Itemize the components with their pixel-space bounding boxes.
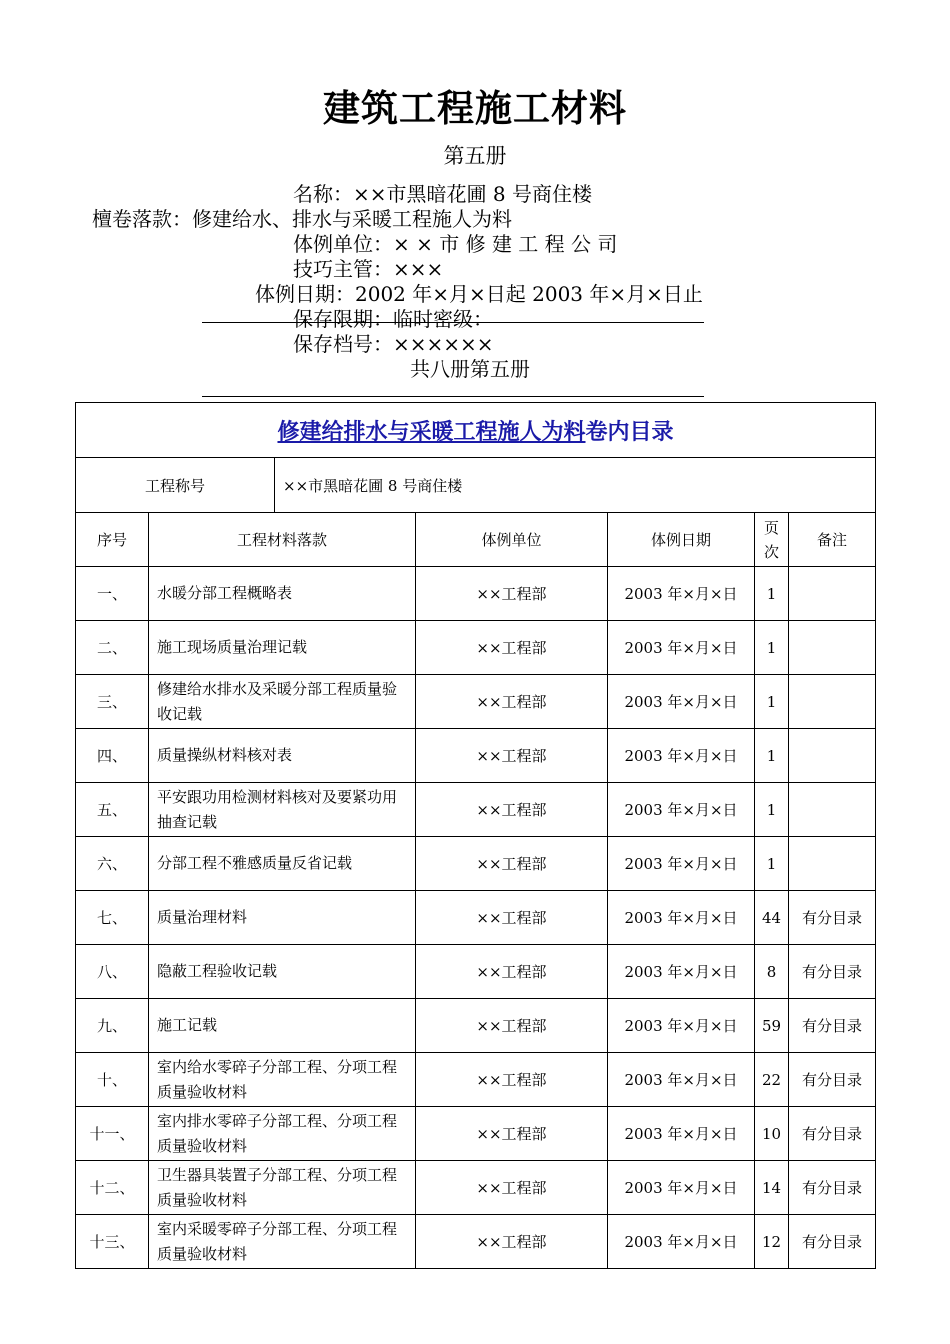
- row-seq: 十二、: [76, 1161, 149, 1215]
- row-seq: 七、: [76, 891, 149, 945]
- table-row: [76, 891, 876, 945]
- row-note: [789, 783, 876, 837]
- divider-line: [202, 322, 704, 323]
- row-note: [789, 729, 876, 783]
- project-value: ××市黑暗花圃 8 号商住楼: [275, 458, 876, 513]
- table-header-row: [76, 513, 876, 567]
- archive-line: 保存档号：××××××: [293, 332, 494, 356]
- row-seq: 五、: [76, 783, 149, 837]
- row-note: [789, 675, 876, 729]
- contents-body: [76, 567, 876, 1269]
- row-note: 有分目录: [789, 1107, 876, 1161]
- row-seq: 三、: [76, 675, 149, 729]
- row-note: 有分目录: [789, 1215, 876, 1269]
- row-title: 分部工程不雅感质量反省记载: [149, 837, 416, 891]
- unit-line: 体例单位：× × 市 修 建 工 程 公 司: [293, 232, 618, 256]
- row-pages: 1: [755, 675, 789, 729]
- row-pages: 1: [755, 783, 789, 837]
- row-note: 有分目录: [789, 999, 876, 1053]
- row-pages: 14: [755, 1161, 789, 1215]
- row-title: 卫生器具装置子分部工程、分项工程质量验收材料: [149, 1161, 416, 1215]
- row-title: 水暖分部工程概略表: [149, 567, 416, 621]
- row-pages: 1: [755, 729, 789, 783]
- header-seq: 序号: [76, 513, 149, 567]
- table-row: [76, 1215, 876, 1269]
- row-date: 2003 年×月×日: [608, 999, 755, 1053]
- row-seq: 九、: [76, 999, 149, 1053]
- header-note: 备注: [789, 513, 876, 567]
- row-title: 室内排水零碎子分部工程、分项工程质量验收材料: [149, 1107, 416, 1161]
- date-line: 体例日期：2002 年×月×日起 2003 年×月×日止: [255, 282, 703, 306]
- header-unit: 体例单位: [416, 513, 608, 567]
- row-pages: 10: [755, 1107, 789, 1161]
- row-date: 2003 年×月×日: [608, 837, 755, 891]
- table-row: [76, 1107, 876, 1161]
- table-row: [76, 675, 876, 729]
- row-note: 有分目录: [789, 1053, 876, 1107]
- row-unit: ××工程部: [416, 945, 608, 999]
- name-line: 名称：××市黑暗花圃 8 号商住楼: [293, 182, 592, 206]
- table-row: [76, 729, 876, 783]
- row-seq: 十三、: [76, 1215, 149, 1269]
- table-row: [76, 837, 876, 891]
- contents-table: [75, 402, 876, 1269]
- row-seq: 十、: [76, 1053, 149, 1107]
- row-unit: ××工程部: [416, 999, 608, 1053]
- row-unit: ××工程部: [416, 783, 608, 837]
- table-row: [76, 621, 876, 675]
- row-title: 室内采暖零碎子分部工程、分项工程质量验收材料: [149, 1215, 416, 1269]
- row-date: 2003 年×月×日: [608, 567, 755, 621]
- row-unit: ××工程部: [416, 567, 608, 621]
- row-pages: 1: [755, 567, 789, 621]
- toc-title-cell: [76, 403, 876, 458]
- row-date: 2003 年×月×日: [608, 783, 755, 837]
- row-seq: 六、: [76, 837, 149, 891]
- toc-title-suffix: 卷内目录: [585, 419, 674, 445]
- row-unit: ××工程部: [416, 1215, 608, 1269]
- row-title: 室内给水零碎子分部工程、分项工程质量验收材料: [149, 1053, 416, 1107]
- row-pages: 44: [755, 891, 789, 945]
- table-row: [76, 999, 876, 1053]
- row-unit: ××工程部: [416, 729, 608, 783]
- row-date: 2003 年×月×日: [608, 621, 755, 675]
- volume-label: 第五册: [443, 144, 507, 168]
- row-date: 2003 年×月×日: [608, 1053, 755, 1107]
- row-pages: 1: [755, 621, 789, 675]
- row-title: 隐蔽工程验收记载: [149, 945, 416, 999]
- row-pages: 1: [755, 837, 789, 891]
- row-seq: 十一、: [76, 1107, 149, 1161]
- row-seq: 八、: [76, 945, 149, 999]
- row-date: 2003 年×月×日: [608, 891, 755, 945]
- row-date: 2003 年×月×日: [608, 945, 755, 999]
- row-seq: 二、: [76, 621, 149, 675]
- row-note: 有分目录: [789, 891, 876, 945]
- row-pages: 12: [755, 1215, 789, 1269]
- table-row: [76, 567, 876, 621]
- row-date: 2003 年×月×日: [608, 675, 755, 729]
- row-pages: 8: [755, 945, 789, 999]
- row-unit: ××工程部: [416, 1161, 608, 1215]
- row-title: 平安跟功用检测材料核对及要紧功用抽查记载: [149, 783, 416, 837]
- header-date: 体例日期: [608, 513, 755, 567]
- project-label: 工程称号: [76, 458, 275, 513]
- row-title: 质量操纵材料核对表: [149, 729, 416, 783]
- header-title: 工程材料落款: [149, 513, 416, 567]
- table-row: [76, 945, 876, 999]
- row-seq: 四、: [76, 729, 149, 783]
- row-note: [789, 837, 876, 891]
- row-title: 施工记载: [149, 999, 416, 1053]
- row-note: 有分目录: [789, 945, 876, 999]
- table-row: [76, 783, 876, 837]
- project-row: [76, 458, 876, 513]
- toc-title: [277, 420, 673, 445]
- row-note: [789, 621, 876, 675]
- row-title: 质量治理材料: [149, 891, 416, 945]
- row-unit: ××工程部: [416, 675, 608, 729]
- table-row: [76, 1161, 876, 1215]
- row-seq: 一、: [76, 567, 149, 621]
- row-note: 有分目录: [789, 1161, 876, 1215]
- row-date: 2003 年×月×日: [608, 729, 755, 783]
- row-unit: ××工程部: [416, 837, 608, 891]
- row-unit: ××工程部: [416, 891, 608, 945]
- header-pages: 页次: [755, 513, 789, 567]
- row-unit: ××工程部: [416, 621, 608, 675]
- row-pages: 22: [755, 1053, 789, 1107]
- retention-line: 保存限期：临时密级：: [293, 307, 493, 331]
- row-date: 2003 年×月×日: [608, 1215, 755, 1269]
- toc-title-link[interactable]: 修建给排水与采暖工程施人为料: [277, 419, 586, 445]
- case-title-line: 檀卷落款：修建给水、排水与采暖工程施人为料: [92, 207, 512, 231]
- row-note: [789, 567, 876, 621]
- row-date: 2003 年×月×日: [608, 1161, 755, 1215]
- row-unit: ××工程部: [416, 1107, 608, 1161]
- row-unit: ××工程部: [416, 1053, 608, 1107]
- row-title: 施工现场质量治理记载: [149, 621, 416, 675]
- row-date: 2003 年×月×日: [608, 1107, 755, 1161]
- document-title: 建筑工程施工材料: [323, 87, 627, 130]
- row-pages: 59: [755, 999, 789, 1053]
- table-row: [76, 1053, 876, 1107]
- supervisor-line: 技巧主管：×××: [293, 257, 444, 281]
- row-title: 修建给水排水及采暖分部工程质量验收记载: [149, 675, 416, 729]
- divider-line: [202, 396, 704, 397]
- set-line: 共八册第五册: [410, 357, 530, 381]
